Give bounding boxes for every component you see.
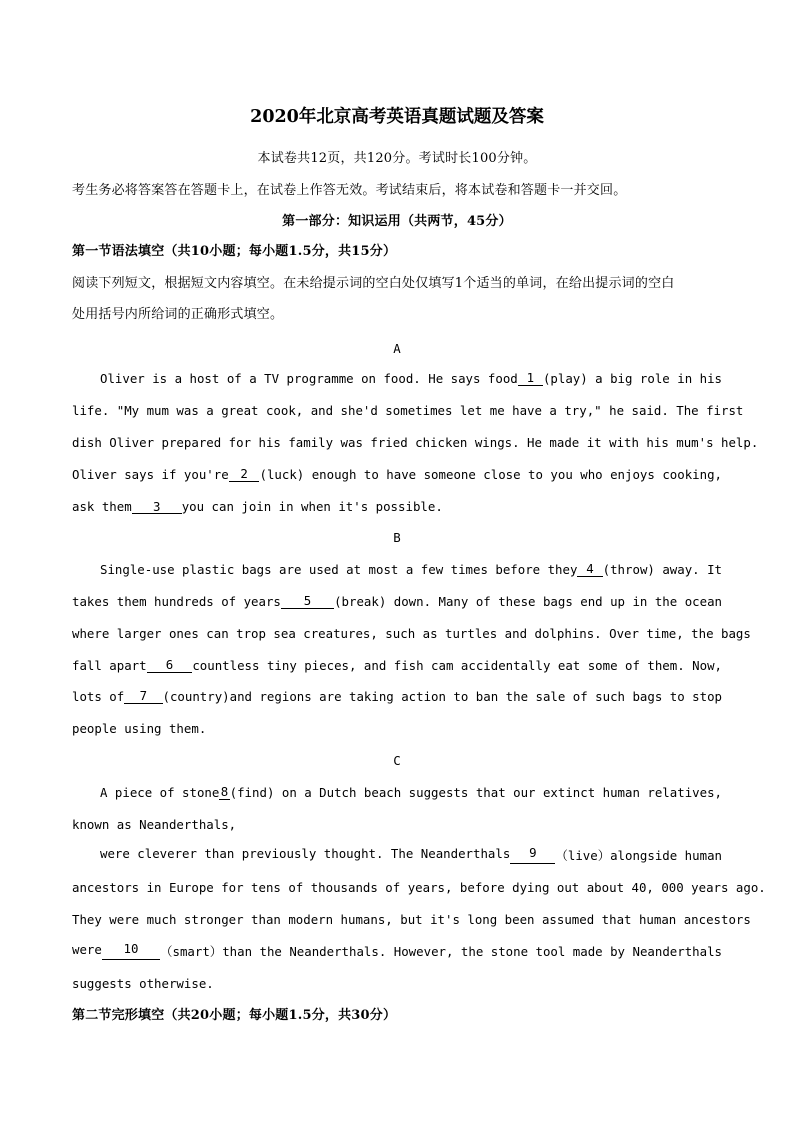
blank-3[interactable]: 3 [132, 500, 182, 514]
passage-a-line-4 [72, 467, 722, 482]
section2-heading: 第二节完形填空（共20小题；每小题1.5分，共30分） [72, 1008, 397, 1023]
passage-a-line-5 [72, 499, 443, 514]
text: (luck) enough to have someone close to you who enjoys cooking, [259, 467, 722, 482]
passage-b-label: B [393, 530, 401, 545]
text: ask them [72, 499, 132, 514]
text: you can join in when it's possible. [181, 499, 443, 514]
exam-info: 本试卷共12页，共120分。考试时长100分钟。 [257, 151, 537, 166]
instructions-line-1: 阅读下列短文，根据短文内容填空。在未给提示词的空白处仅填写1个适当的单词，在给出提示词的空白 [72, 276, 675, 291]
exam-notice: 考生务必将答案答在答题卡上，在试卷上作答无效。考试结束后，将本试卷和答题卡一并交回。 [72, 183, 627, 198]
text: lots of [72, 689, 125, 704]
passage-b-line-2 [72, 594, 722, 609]
text: A piece of stone [100, 785, 220, 800]
passage-c-line-5: They were much stronger than modern humans, but it's long been assumed that human ancestors [72, 912, 751, 927]
text: (break) down. Many of these bags end up in the ocean [334, 594, 722, 609]
text: Single-use plastic bags are used at most a few times before they [100, 562, 578, 577]
text: (throw) away. It [602, 562, 722, 577]
passage-a-line-3: dish Oliver prepared for his family was fried chicken wings. He made it with his mum's help. [72, 435, 759, 450]
blank-8[interactable]: 8 [220, 784, 229, 799]
passage-c-label: C [393, 753, 401, 768]
text: were cleverer than previously thought. The Neanderthals [100, 846, 511, 861]
section1-heading: 第一节语法填空（共10小题；每小题1.5分，共15分） [72, 244, 397, 259]
exam-title: 2020年北京高考英语真题试题及答案 [250, 107, 544, 127]
passage-b-line-1 [100, 562, 722, 577]
text: Oliver says if you're [72, 467, 229, 482]
blank-7[interactable]: 7 [124, 689, 162, 704]
passage-b-line-6: people using them. [72, 721, 207, 736]
text: （live）alongside human [555, 848, 722, 863]
blank-1[interactable]: 1 [518, 371, 543, 386]
passage-c-line-6 [72, 942, 722, 960]
text: Oliver is a host of a TV programme on food. He says food [100, 371, 518, 386]
passage-a-label: A [393, 341, 401, 356]
passage-c-line-3 [100, 846, 722, 864]
text: takes them hundreds of years [72, 594, 281, 609]
text: (country)and regions are taking action to ban the sale of such bags to stop [162, 689, 722, 704]
blank-6[interactable]: 6 [147, 658, 193, 673]
text: countless tiny pieces, and fish cam accidentally eat some of them. Now, [192, 658, 722, 673]
passage-b-line-4 [72, 658, 722, 673]
text: fall apart [72, 658, 147, 673]
blank-4[interactable]: 4 [577, 562, 602, 577]
blank-9[interactable]: 9 [510, 846, 555, 864]
passage-a-line-1 [100, 371, 722, 386]
text: （smart）than the Neanderthals. However, the stone tool made by Neanderthals [160, 944, 722, 959]
text: (find) on a Dutch beach suggests that our extinct human relatives, [229, 785, 722, 800]
blank-5[interactable]: 5 [281, 594, 334, 609]
passage-c-line-2: known as Neanderthals, [72, 817, 237, 832]
instructions-line-2: 处用括号内所给词的正确形式填空。 [72, 307, 284, 322]
text: were [72, 942, 102, 957]
blank-2[interactable]: 2 [229, 467, 260, 482]
passage-b-line-3: where larger ones can trop sea creatures, such as turtles and dolphins. Over time, the bags [72, 626, 751, 641]
blank-10[interactable]: 10 [102, 942, 160, 960]
text: (play) a big role in his [542, 371, 722, 386]
passage-c-line-1 [100, 785, 722, 800]
passage-c-line-7: suggests otherwise. [72, 976, 214, 991]
part1-heading: 第一部分：知识运用（共两节，45分） [282, 214, 512, 229]
passage-a-line-2: life. "My mum was a great cook, and she'd sometimes let me have a try," he said. The first [72, 403, 744, 418]
passage-b-line-5 [72, 689, 722, 704]
passage-c-line-4: ancestors in Europe for tens of thousands of years, before dying out about 40, 000 years ago. [72, 880, 766, 895]
